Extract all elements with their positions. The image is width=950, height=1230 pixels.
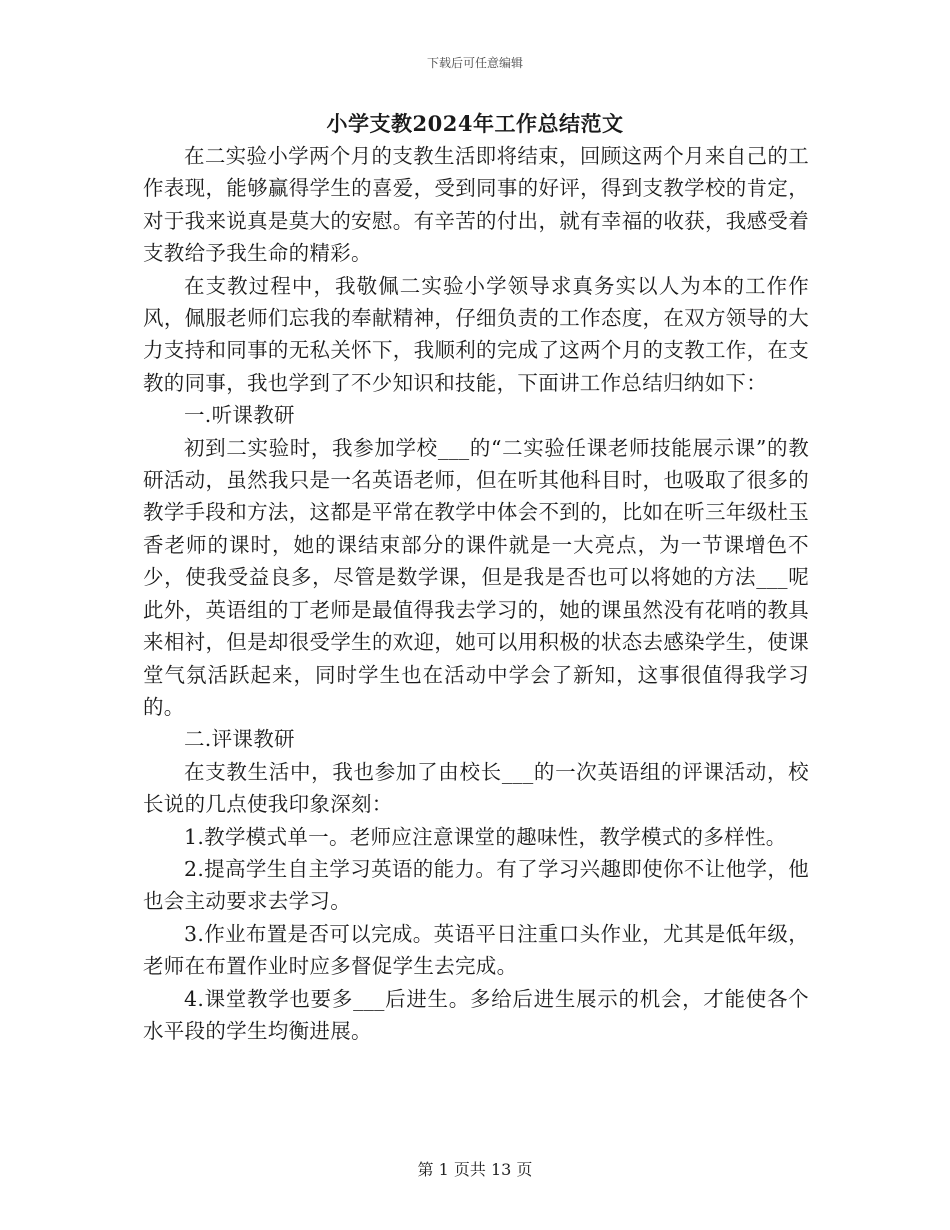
list-item-1: 1.教学模式单一。老师应注意课堂的趣味性，教学模式的多样性。: [184, 824, 787, 849]
paragraph-evaluation: 在支教生活中，我也参加了由校长___的一次英语组的评课活动，校长说的几点使我印象深刻：: [143, 759, 809, 817]
page-number: 第 1 页共 13 页: [417, 1160, 533, 1179]
paragraph-intro: 在二实验小学两个月的支教生活即将结束，回顾这两个月来自己的工作表现，能够赢得学生的喜爱，受到同事的好评，得到支教学校的肯定，对于我来说真是莫大的安慰。有辛苦的付出，就有幸福的收获，我感受着支教给予我生命的精彩。: [143, 144, 809, 266]
list-item-2: 2.提高学生自主学习英语的能力。有了学习兴趣即使你不让他学，他也会主动要求去学习。: [143, 856, 809, 914]
document-body: [143, 140, 809, 1047]
header-note: 下载后可任意编辑: [426, 56, 523, 70]
list-item-4: 4.课堂教学也要多___后进生。多给后进生展示的机会，才能使各个水平段的学生均衡进展。: [143, 986, 809, 1043]
list-item-3: 3.作业布置是否可以完成。英语平日注重口头作业，尤其是低年级，老师在布置作业时应多督促学生去完成。: [143, 921, 809, 979]
paragraph-process: 在支教过程中，我敬佩二实验小学领导求真务实以人为本的工作作风，佩服老师们忘我的奉献精神，仔细负责的工作态度，在双方领导的大力支持和同事的无私关怀下，我顺利的完成了这两个月的支教工作，在支教的同事，我也学到了不少知识和技能，下面讲工作总结归纳如下：: [143, 273, 809, 395]
section-heading-evaluation: 二.评课教研: [184, 727, 295, 752]
paragraph-listening: 初到二实验时，我参加学校___的“二实验任课老师技能展示课”的教研活动，虽然我只是一名英语老师，但在听其他科目时，也吸取了很多的教学手段和方法，这都是平常在教学中体会不到的，比如在听三年级杜玉香老师的课时，她的课结束部分的课件就是一大亮点，为一节课增色不少，使我受益良多，尽管是数学课，但是我是否也可以将她的方法___呢此外，英语组的丁老师是最值得我去学习的，她的课虽然没有花哨的教具来相衬，但是却很受学生的欢迎，她可以用积极的状态去感染学生，使课堂气氛活跃起来，同时学生也在活动中学会了新知，这事很值得我学习的。: [143, 435, 809, 719]
section-heading-listening: 一.听课教研: [184, 403, 295, 428]
document-title: 小学支教2024年工作总结范文: [326, 111, 624, 136]
